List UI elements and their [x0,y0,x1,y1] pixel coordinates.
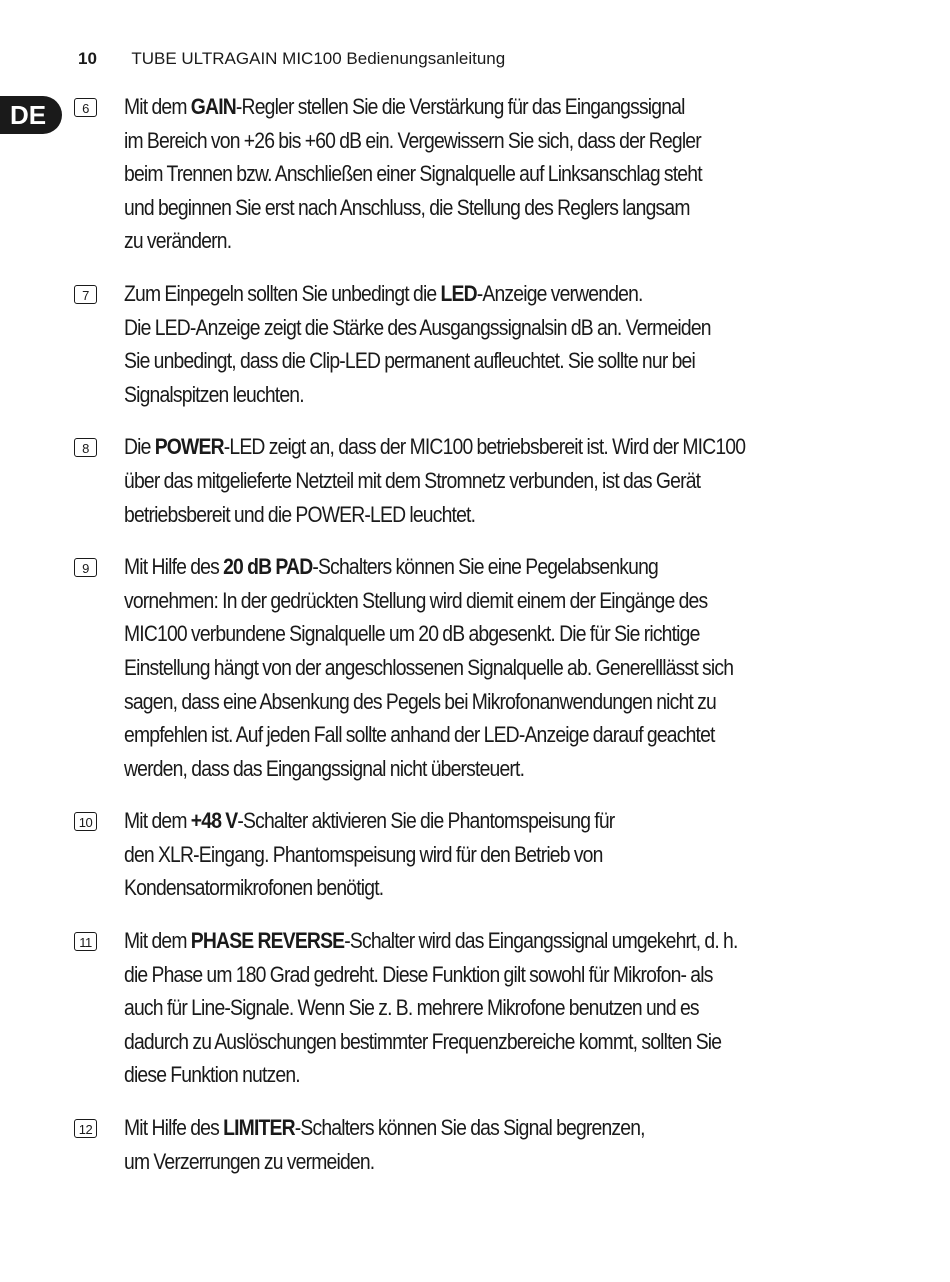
text-segment: Signalspitzen leuchten. [124,381,304,407]
text-segment: Die LED-Anzeige zeigt die Stärke des Ausgangssignalsin dB an. Vermeiden [124,314,711,340]
control-name: PHASE REVERSE [190,928,345,954]
control-name: LIMITER [223,1115,295,1141]
text-segment: Mit dem [124,808,191,834]
text-line [124,157,898,191]
text-line [124,124,898,158]
text-line [124,1111,898,1145]
text-segment: sagen, dass eine Absenkung des Pegels bei Mikrofonanwendungen nicht zu [124,688,716,714]
text-segment: über das mitgelieferte Netzteil mit dem Stromnetz verbunden, ist das Gerät [124,467,701,493]
text-line [124,191,898,225]
text-segment: Sie unbedingt, dass die Clip-LED permanent aufleuchtet. Sie sollte nur bei [124,348,695,374]
text-segment: betriebsbereit und die POWER-LED leuchtet. [124,501,476,527]
text-line [124,550,898,584]
item-number-marker: 7 [74,285,97,304]
text-segment: auch für Line-Signale. Wenn Sie z. B. mehrere Mikrofone benutzen und es [124,995,699,1021]
item-text [124,90,898,258]
text-line [124,924,898,958]
text-line [124,804,898,838]
item-number-marker: 12 [74,1119,97,1138]
text-segment: Einstellung hängt von der angeschlossenen Signalquelle ab. Generelllässt sich [124,654,734,680]
control-name: 20 dB PAD [223,554,313,580]
text-segment: MIC100 verbundene Signalquelle um 20 dB abgesenkt. Die für Sie richtige [124,621,700,647]
text-segment: -Anzeige verwenden. [476,280,643,306]
item-number-marker: 10 [74,812,97,831]
text-line [124,378,898,412]
text-segment: Kondensatormikrofonen benötigt. [124,875,384,901]
text-line [124,344,898,378]
text-line [124,617,898,651]
text-segment: die Phase um 180 Grad gedreht. Diese Funktion gilt sowohl für Mikrofon- als [124,961,713,987]
text-line [124,1058,898,1092]
text-line [124,752,898,786]
item-text [124,924,898,1092]
text-segment: empfehlen ist. Auf jeden Fall sollte anhand der LED-Anzeige darauf geachtet [124,722,715,748]
text-segment: vornehmen: In der gedrückten Stellung wird diemit einem der Eingänge des [124,587,708,613]
text-line [124,958,898,992]
text-line [124,685,898,719]
text-line [124,498,898,532]
item-number-marker: 8 [74,438,97,457]
text-line [124,311,898,345]
control-name: LED [440,280,477,306]
page-header [78,48,505,70]
text-segment: dadurch zu Auslöschungen bestimmter Frequenzbereiche kommt, sollten Sie [124,1028,722,1054]
page-number: 10 [78,49,97,68]
numbered-list [74,90,894,1197]
item-text [124,550,898,785]
text-segment: -Schalters können Sie eine Pegelabsenkung [312,554,658,580]
text-segment: im Bereich von +26 bis +60 dB ein. Vergewissern Sie sich, dass der Regler [124,127,701,153]
item-number-marker: 9 [74,558,97,577]
text-segment: Mit dem [124,928,191,954]
text-segment: -LED zeigt an, dass der MIC100 betriebsbereit ist. Wird der MIC100 [223,434,746,460]
text-line [124,1145,898,1179]
text-line [124,584,898,618]
item-text [124,1111,898,1178]
list-item [74,430,894,531]
text-segment: -Regler stellen Sie die Verstärkung für das Eingangssignal [235,94,685,119]
text-segment: Mit dem [124,94,191,119]
text-line [124,224,898,258]
text-line [124,991,898,1025]
text-segment: Die [124,434,155,460]
text-segment: beim Trennen bzw. Anschließen einer Signalquelle auf Linksanschlag steht [124,161,702,187]
text-line [124,430,898,464]
text-segment: diese Funktion nutzen. [124,1062,300,1088]
text-line [124,838,898,872]
language-tab: DE [0,96,62,134]
list-item [74,924,894,1092]
item-text [124,804,898,905]
text-segment: zu verändern. [124,228,232,254]
control-name: GAIN [190,94,236,119]
item-number-marker: 11 [74,932,97,951]
text-segment: Mit Hilfe des [124,1115,224,1141]
list-item [74,804,894,905]
text-segment: Mit Hilfe des [124,554,224,580]
control-name: POWER [154,434,224,460]
text-line [124,464,898,498]
list-item [74,277,894,411]
text-line [124,277,898,311]
text-segment: um Verzerrungen zu vermeiden. [124,1148,375,1174]
list-item [74,1111,894,1178]
text-line [124,1025,898,1059]
text-segment: -Schalter aktivieren Sie die Phantomspeisung für [237,808,615,834]
item-number-marker: 6 [74,98,97,117]
list-item [74,550,894,785]
text-line [124,871,898,905]
text-line [124,718,898,752]
text-segment: Zum Einpegeln sollten Sie unbedingt die [124,280,441,306]
item-text [124,277,898,411]
text-segment: -Schalters können Sie das Signal begrenzen, [294,1115,645,1141]
text-segment: und beginnen Sie erst nach Anschluss, die Stellung des Reglers langsam [124,194,690,220]
text-segment: werden, dass das Eingangssignal nicht übersteuert. [124,755,525,781]
text-line [124,651,898,685]
text-segment: den XLR-Eingang. Phantomspeisung wird für den Betrieb von [124,841,603,867]
page-title: TUBE ULTRAGAIN MIC100 Bedienungsanleitung [131,49,506,68]
control-name: +48 V [190,808,238,834]
text-line [124,90,898,124]
list-item [74,90,894,258]
text-segment: -Schalter wird das Eingangssignal umgekehrt, d. h. [344,928,738,954]
item-text [124,430,898,531]
